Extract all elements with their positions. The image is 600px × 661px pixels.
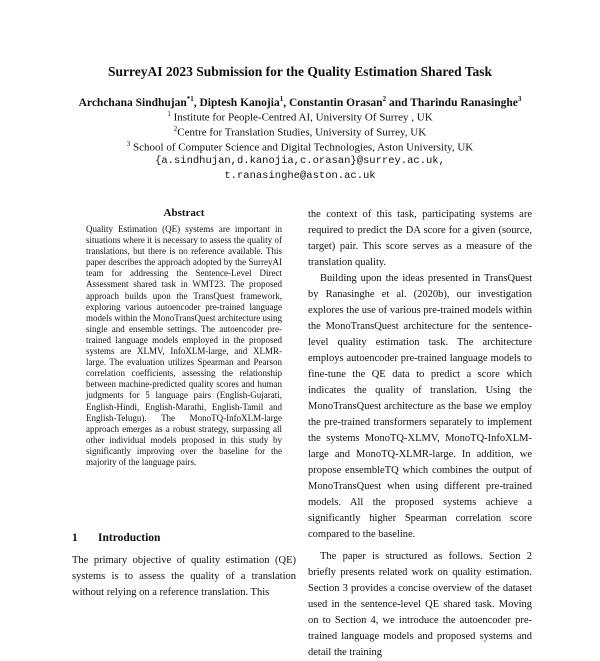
author-separator: , [283,96,289,109]
author-list [0,95,600,109]
affiliation-text: School of Computer Science and Digital Technologies, Aston University, UK [130,141,474,154]
email-line: t.ranasinghe@aston.ac.uk [224,170,376,182]
section-number: 1 [72,532,78,544]
author-name: Archchana Sindhujan [78,96,187,109]
paragraph: Building upon the ideas presented in TransQuest by Ranasinghe et al. (2020b), our investigation explores the use of various pre-trained models within the MonoTransQuest architecture for the sentence-level quality estimation task. The architecture employs autoencoder pre-trained language models to fine-tune the QE data to predict a score which indicates the quality of translation. Using the MonoTransQuest architecture as the base we employ the pre-trained transformers separately to implement the systems MonoTQ-XLMV, MonoTQ-InfoXLM-large and MonoTQ-XLMR-large. In addition, we propose ensembleTQ which combines the output of MonoTransQuest when using different pre-trained models. All the proposed systems achieve a significantly higher Spearman correlation score compared to the baseline. [308,273,532,540]
section-heading [72,532,160,544]
paper-title: SurreyAI 2023 Submission for the Quality Estimation Shared Task [107,64,493,79]
affiliation-text: Institute for People-Centred AI, University Of Surrey , UK [170,111,433,124]
author-separator: , [193,96,200,109]
author-name: Tharindu Ranasinghe [410,96,518,109]
right-column [308,207,532,661]
author-sup: 1 [279,95,284,103]
affiliation-sup: 3 [126,140,131,148]
affiliation [0,125,600,139]
section-title: Introduction [98,532,161,544]
author-sup: *1 [186,95,194,103]
affiliation-sup: 2 [173,125,178,133]
affiliation [0,110,600,124]
author-name: Constantin Orasan [288,96,383,109]
paragraph: The paper is structured as follows. Section 2 briefly presents related work on quality estimation. Section 3 provides a concise overview of the dataset used in the sentence-level QE shared task. Moving on to Section 4, we introduce the autoencoder pre-trained language models and proposed systems and detail the training [308,551,532,658]
author-sup: 3 [517,95,522,103]
affiliation [0,140,600,154]
email-line: {a.sindhujan,d.kanojia,c.orasan}@surrey.ac.uk, [155,155,445,167]
intro-paragraph: The primary objective of quality estimation (QE) systems is to assess the quality of a translation without relying on a reference translation. This [72,555,296,598]
paragraph: the context of this task, participating systems are required to predict the DA score for a given (source, target) pair. This score serves as a measure of the translation quality. [308,209,532,268]
author-and: and [386,96,411,109]
author-sup: 2 [382,95,387,103]
author-name: Diptesh Kanojia [199,96,280,109]
affiliation-sup: 1 [167,110,171,118]
abstract-heading: Abstract [163,207,205,219]
affiliation-text: Centre for Translation Studies, University of Surrey, UK [177,126,427,139]
abstract-text: Quality Estimation (QE) systems are important in situations where it is necessary to assess the quality of translations, but there is no reference available. This paper describes the approach adopted by the SurreyAI team for addressing the Sentence-Level Direct Assessment shared task in WMT23. The proposed approach builds upon the TransQuest framework, exploring various autoencoder pre-trained language models within the MonoTransQuest architecture using single and ensemble settings. The autoencoder pre-trained language models employed in the proposed systems are XLMV, InfoXLM-large, and XLMR-large. The evaluation utilizes Spearman and Pearson correlation coefficients, assessing the relationship between machine-predicted quality scores and human judgments for 5 language pairs (English-Gujarati, English-Hindi, English-Marathi, English-Tamil and English-Telugu). The MonoTQ-InfoXLM-large approach emerges as a robust strategy, surpassing all other individual models proposed in this study by significantly improving over the baseline for the majority of the language pairs. [86,224,282,467]
